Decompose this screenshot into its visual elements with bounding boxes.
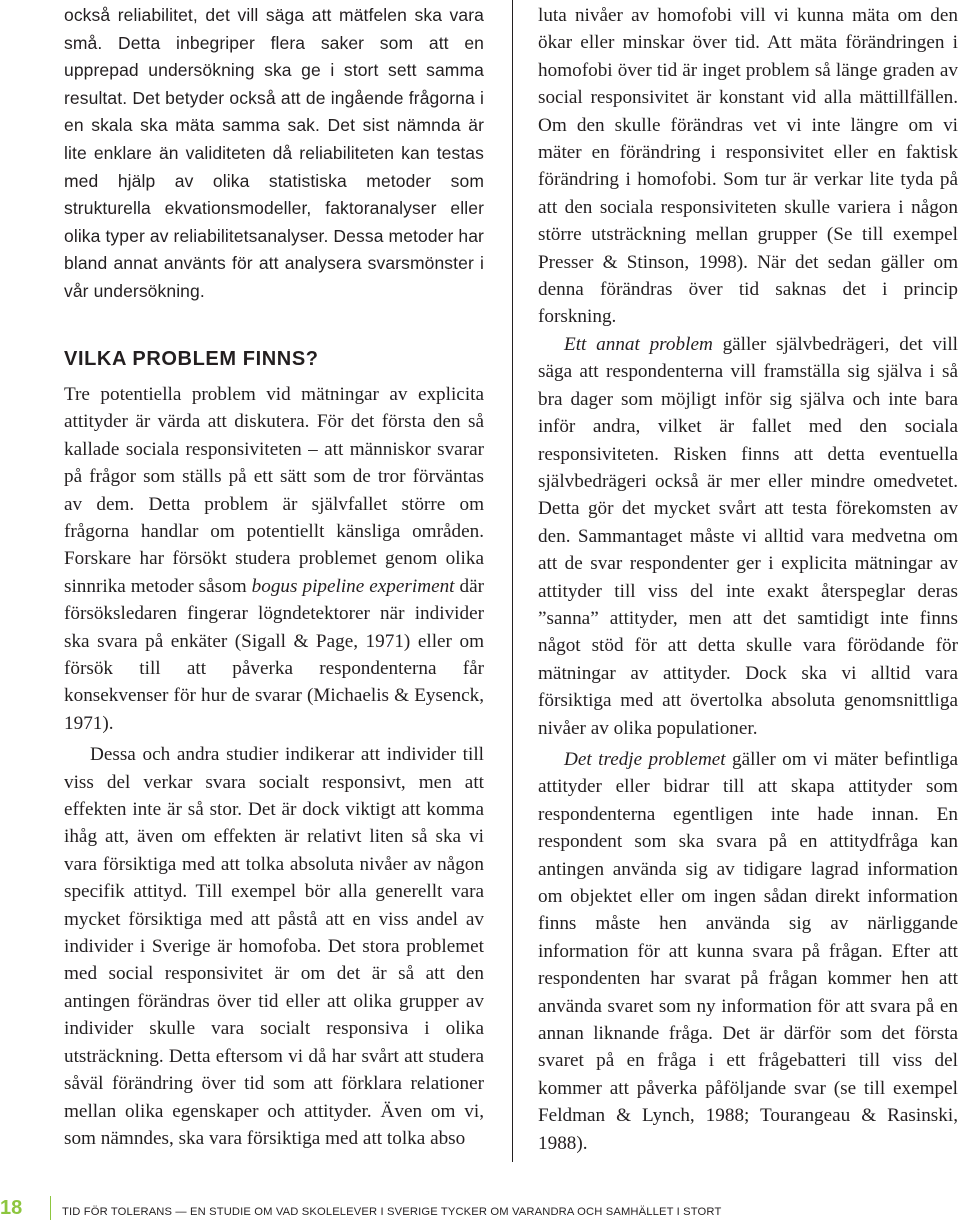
body-paragraph: luta nivåer av homofobi vill vi kunna mäta om den ökar eller minskar över tid. Att mäta förändringen i homofobi över tid är inget problem så länge graden av social responsivitet är konstant vid alla mättillfällen. Om den skulle förändras vet vi inte längre om vi mäter en förändring i responsivitet eller en faktisk förändring i homofobi. Som tur är verkar lite tyda på att den sociala responsiviteten skulle variera i någon större utsträckning mellan grupper (Se till exempel Presser & Stinson, 1998). När det sedan gäller om denna förändras över tid saknas det i princip forskning. <box>538 5 958 328</box>
text-run: där försöksledaren fingerar lögndetektorer när individer ska svara på enkäter (Sigall & Page, 1971) eller om försök till att påverka respondenterna får konsekvenser för hur de svarar (Michaelis & Eysenck, 1971). <box>64 575 485 734</box>
italic-term: Det tredje problemet <box>564 748 726 770</box>
section-heading: VILKA PROBLEM FINNS? <box>64 347 319 370</box>
page-footer <box>0 1197 960 1230</box>
body-paragraph: Dessa och andra studier indikerar att individer till viss del verkar svara socialt responsivt, men att effekten inte är så stor. Det är dock viktigt att komma ihåg att, även om effekten är relativt liten så ska vi vara försiktiga med att tolka absoluta nivåer av någon specifik attityd. Till exempel bör alla generellt vara mycket försiktiga med att påstå att en viss andel av individer i Sverige är homofoba. Det stora problemet med social responsivitet är om det är så att den antingen förändras över tid eller att olika grupper av individer skulle vara socialt responsiva i olika utsträckning. Detta eftersom vi då har svårt att studera såväl förändring över tid som att förklara relationer mellan olika egenskaper och attityder. Även om vi, som nämndes, ska vara försiktiga med att tolka abso <box>64 744 484 1149</box>
text-run: Tre potentiella problem vid mätningar av explicita attityder är värda att diskutera. För det första den så kallade sociala responsiviteten – att människor svarar på frågor som ställs på ett sätt som de tror förväntas av dem. Detta problem är självfallet större om frågorna handlar om potentiellt känsliga områden. Forskare har försökt studera problemet genom olika sinnrika metoder såsom <box>64 383 484 597</box>
page-number: 18 <box>0 1197 23 1219</box>
right-column <box>538 2 958 1157</box>
column-divider <box>512 0 513 1162</box>
italic-term: bogus pipeline experiment <box>251 575 455 597</box>
body-paragraph <box>64 381 484 737</box>
text-run: gäller självbedrägeri, det vill säga att respondenterna vill framställa sig själva i så bra dager som möjligt inför sig själva och inte bara inför andra, vilket är fallet med den sociala responsiviteten. Risken finns att detta eventuella självbedrägeri också är mer eller mindre omedvetet. Detta gör det mycket svårt att testa förekomsten av den. Sammantaget måste vi alltid vara medvetna om att de svar respondenter ger i explicita mätningar av attityder till viss del inte exakt återspeglar deras ”sanna” attityder, men att det samtidigt inte finns något stöd för att detta skulle vara förödande för mätningar av attityder. Dock ska vi alltid vara försiktiga med att övertolka absoluta genomsnittliga nivåer av olika populationer. <box>538 333 958 739</box>
intro-paragraph: också reliabilitet, det vill säga att mätfelen ska vara små. Detta inbegriper flera saker som att en upprepad undersökning ska ge i stort sett samma resultat. Det betyder också att de ingående frågorna i en skala ska mäta samma sak. Det sist nämnda är lite enklare än validiteten då reliabiliteten kan testas med hjälp av olika statistiska metoder som strukturella ekvationsmodeller, faktoranalyser eller olika typer av reliabilitetsanalyser. Dessa metoder har bland annat använts för att analysera svarsmönster i vår undersökning. <box>64 5 484 301</box>
italic-term: Ett annat problem <box>564 333 713 355</box>
body-paragraph <box>538 331 958 742</box>
text-run: gäller om vi mäter befintliga attityder eller bidrar till att skapa attityder som respondenterna egentligen inte hade innan. En respondent som ska svara på en attitydfråga kan antingen använda sig av tidigare lagrad information om objektet eller om ingen sådan direkt information finns måste hen använda sig av närliggande information för att kunna svara på frågan. Efter att respondenten har svarat på frågan kommer hen att använda svaret som ny information för att svara på en annan liknande fråga. Det är därför som det första svaret på en fråga i ett frågebatteri till viss del kommer att påverka påföljande svar (se till exempel Feldman & Lynch, 1988; Tourangeau & Rasinski, 1988). <box>538 748 959 1154</box>
body-paragraph <box>538 746 958 1157</box>
left-column <box>64 2 484 1152</box>
footer-divider <box>50 1196 51 1220</box>
running-title: TID FÖR TOLERANS — EN STUDIE OM VAD SKOLELEVER I SVERIGE TYCKER OM VARANDRA OCH SAMHÄLLET I STORT <box>62 1206 722 1218</box>
